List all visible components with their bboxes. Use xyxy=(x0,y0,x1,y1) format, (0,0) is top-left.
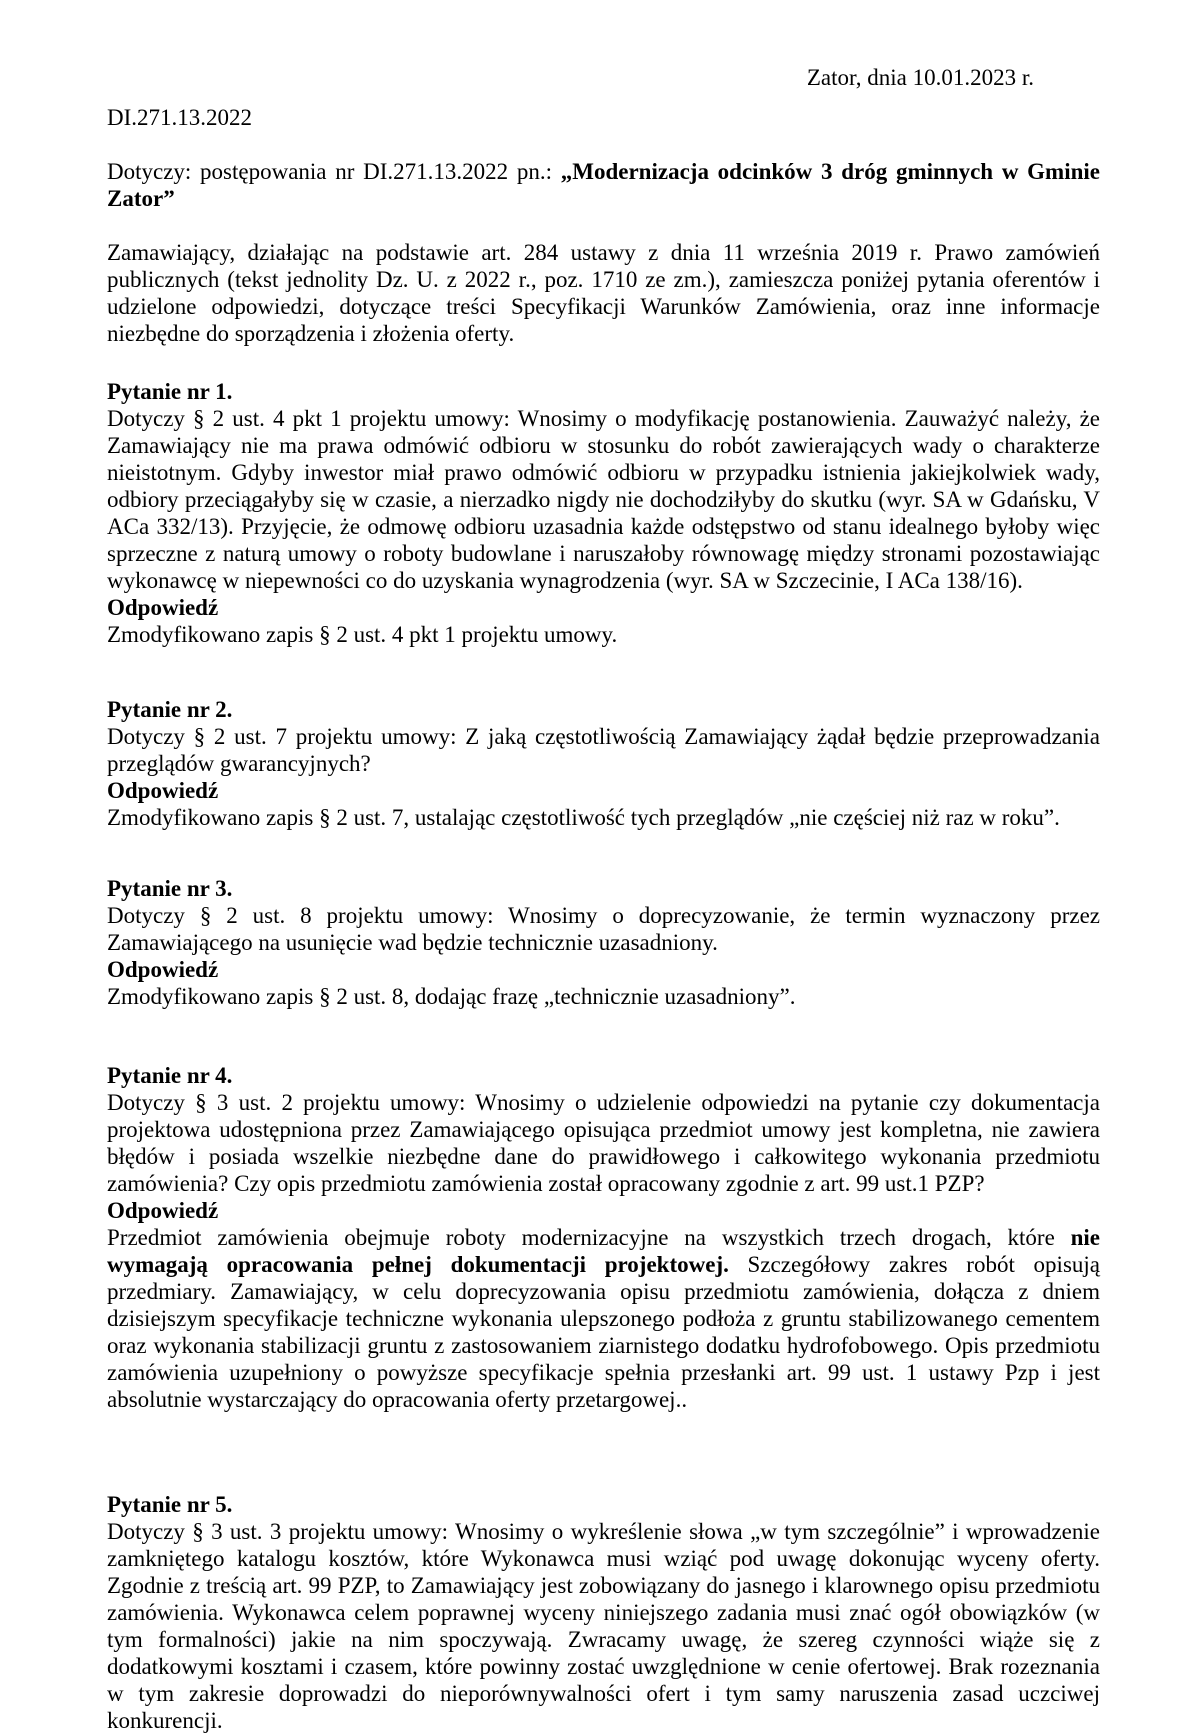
intro-paragraph: Zamawiający, działając na podstawie art. 284 ustawy z dnia 11 września 2019 r. Prawo zamówień publicznych (tekst jednolity Dz. U. z 2022 r., poz. 1710 ze zm.), zamieszcza poniżej pytania oferentów i udzielone odpowiedzi, dotyczące treści Specyfikacji Warunków Zamówienia, oraz inne informacje niezbędne do sporządzenia i złożenia oferty. xyxy=(107,240,1100,346)
answer-4-label: Odpowiedź xyxy=(107,1198,219,1223)
answer-4-text-bold: nie wymagają opracowania pełnej dokumentacji projektowej. xyxy=(107,1225,1100,1277)
answer-4-text-regular-2: Szczegółowy zakres robót opisują przedmiary. Zamawiający, w celu doprecyzowania opisu przedmiotu zamówienia, dołącza z dniem dzisiejszym specyfikacje techniczne wykonania ulepszonego podłoża z gruntu stabilizowanego cementem oraz wykonania stabilizacji gruntu z zastosowaniem ziarnistego dodatku hydrofobowego. Opis przedmiotu zamówienia uzupełniony o powyższe specyfikacje spełnia przesłanki art. 99 ust. 1 ustawy Pzp i jest absolutnie wystarczający do opracowania oferty przetargowej.. xyxy=(107,1252,1100,1412)
question-4-heading: Pytanie nr 4. xyxy=(107,1063,233,1088)
answer-4-text-regular: Przedmiot zamówienia obejmuje roboty modernizacyjne na wszystkich trzech drogach, które xyxy=(107,1225,1071,1250)
question-3-heading: Pytanie nr 3. xyxy=(107,876,233,901)
answer-1-label: Odpowiedź xyxy=(107,595,219,620)
question-block-2 xyxy=(107,696,1100,831)
answer-4-text xyxy=(107,1224,1100,1413)
question-1-text: Dotyczy § 2 ust. 4 pkt 1 projektu umowy: Wnosimy o modyfikację postanowienia. Zauważyć należy, że Zamawiający nie ma prawa odmówić odbioru w stosunku do robót zawierających wady o charakterze nieistotnym. Gdyby inwestor miał prawo odmówić odbioru w przypadku istnienia jakiejkolwiek wady, odbiory przeciągałyby się w czasie, a nierzadko nigdy nie dochodziłyby do skutku (wyr. SA w Gdańsku, V ACa 332/13). Przyjęcie, że odmowę odbioru uzasadnia każde odstępstwo od stanu idealnego byłoby więc sprzeczne z naturą umowy o roboty budowlane i naruszałoby równowagę między stronami pozostawiając wykonawcę w niepewności co do uzyskania wynagrodzenia (wyr. SA w Szczecinie, I ACa 138/16). xyxy=(107,406,1100,593)
question-block-1 xyxy=(107,378,1100,648)
question-5-text: Dotyczy § 3 ust. 3 projektu umowy: Wnosimy o wykreślenie słowa „w tym szczególnie” i wprowadzenie zamkniętego katalogu kosztów, które Wykonawca musi wziąć pod uwagę dokonując wyceny oferty. Zgodnie z treścią art. 99 PZP, to Zamawiający jest zobowiązany do jasnego i klarownego opisu przedmiotu zamówienia. Wykonawca celem poprawnej wyceny niniejszego zadania musi znać ogół obowiązków (w tym formalności) jakie na nim spoczywają. Zwracamy uwagę, że szereg czynności wiąże się z dodatkowymi kosztami i czasem, które powinny zostać uwzględnione w cenie ofertowej. Brak rozeznania w tym zakresie doprowadzi do nieporównywalności ofert i tym samy naruszenia zasad uczciwej konkurencji. xyxy=(107,1519,1100,1733)
subject-prefix: Dotyczy: postępowania nr DI.271.13.2022 pn.: xyxy=(107,159,561,184)
answer-2-text: Zmodyfikowano zapis § 2 ust. 7, ustalając częstotliwość tych przeglądów „nie częściej niż raz w roku”. xyxy=(107,805,1060,830)
answer-1-text: Zmodyfikowano zapis § 2 ust. 4 pkt 1 projektu umowy. xyxy=(107,622,618,647)
subject-title: „Modernizacja odcinków 3 dróg gminnych w Gminie Zator” xyxy=(107,159,1100,211)
reference-number: DI.271.13.2022 xyxy=(107,105,253,130)
question-2-text: Dotyczy § 2 ust. 7 projektu umowy: Z jaką częstotliwością Zamawiający żądał będzie przeprowadzania przeglądów gwarancyjnych? xyxy=(107,724,1100,776)
question-1-heading: Pytanie nr 1. xyxy=(107,379,233,404)
subject-line xyxy=(107,158,1100,212)
date-line: Zator, dnia 10.01.2023 r. xyxy=(806,65,1034,90)
question-block-5 xyxy=(107,1491,1100,1734)
question-3-text: Dotyczy § 2 ust. 8 projektu umowy: Wnosimy o doprecyzowanie, że termin wyznaczony przez Zamawiającego na usunięcie wad będzie technicznie uzasadniony. xyxy=(107,903,1100,955)
question-2-heading: Pytanie nr 2. xyxy=(107,697,233,722)
question-block-4 xyxy=(107,1062,1100,1413)
answer-2-label: Odpowiedź xyxy=(107,778,219,803)
question-4-text: Dotyczy § 3 ust. 2 projektu umowy: Wnosimy o udzielenie odpowiedzi na pytanie czy dokumentacja projektowa udostępniona przez Zamawiającego opisująca przedmiot umowy jest kompletna, nie zawiera błędów i posiada wszelkie niezbędne dane do prawidłowego i całkowitego wykonania przedmiotu zamówienia? Czy opis przedmiotu zamówienia został opracowany zgodnie z art. 99 ust.1 PZP? xyxy=(107,1090,1100,1196)
answer-3-text: Zmodyfikowano zapis § 2 ust. 8, dodając frazę „technicznie uzasadniony”. xyxy=(107,984,796,1009)
answer-3-label: Odpowiedź xyxy=(107,957,219,982)
question-5-heading: Pytanie nr 5. xyxy=(107,1492,233,1517)
question-block-3 xyxy=(107,875,1100,1010)
